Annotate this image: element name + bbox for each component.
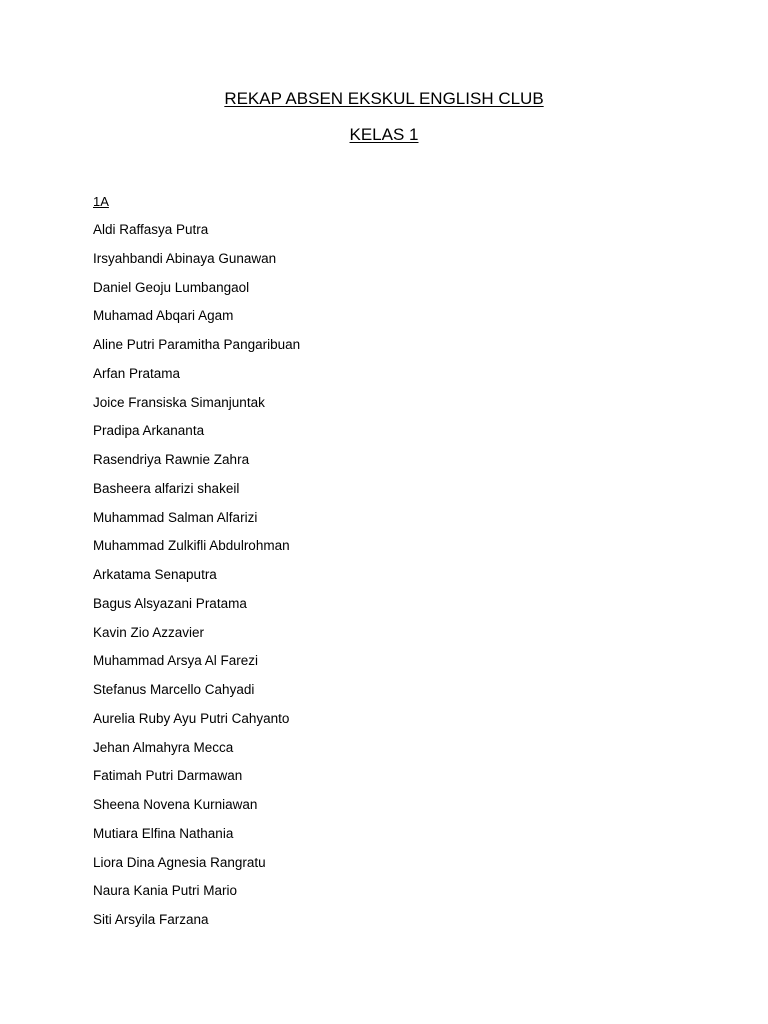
student-name: Mutiara Elfina Nathania bbox=[93, 825, 234, 841]
student-name: Jehan Almahyra Mecca bbox=[93, 739, 234, 755]
student-name: Rasendriya Rawnie Zahra bbox=[93, 452, 250, 467]
student-name: Naura Kania Putri Mario bbox=[93, 883, 238, 899]
student-name: Daniel Geoju Lumbangaol bbox=[93, 279, 250, 295]
class-label: 1A bbox=[93, 194, 109, 209]
student-name: Aline Putri Paramitha Pangaribuan bbox=[93, 337, 301, 352]
student-name: Muhamad Abqari Agam bbox=[93, 308, 234, 324]
page-title: REKAP ABSEN EKSKUL ENGLISH CLUB bbox=[224, 89, 544, 108]
student-name: Arkatama Senaputra bbox=[93, 567, 217, 582]
student-name: Sheena Novena Kurniawan bbox=[93, 797, 258, 812]
student-name: Irsyahbandi Abinaya Gunawan bbox=[93, 250, 277, 266]
student-name: Muhammad Zulkifli Abdulrohman bbox=[93, 538, 290, 554]
student-list bbox=[93, 222, 300, 941]
student-name: Muhammad Arsya Al Farezi bbox=[93, 653, 259, 669]
student-name: Stefanus Marcello Cahyadi bbox=[93, 682, 255, 697]
student-name: Aldi Raffasya Putra bbox=[93, 222, 209, 237]
student-name: Bagus Alsyazani Pratama bbox=[93, 595, 247, 611]
student-name: Fatimah Putri Darmawan bbox=[93, 768, 243, 784]
student-name: Basheera alfarizi shakeil bbox=[93, 480, 240, 496]
student-name: Arfan Pratama bbox=[93, 365, 181, 381]
student-name: Aurelia Ruby Ayu Putri Cahyanto bbox=[93, 710, 290, 726]
page-subtitle: KELAS 1 bbox=[349, 125, 419, 144]
student-name: Liora Dina Agnesia Rangratu bbox=[93, 854, 266, 870]
student-name: Siti Arsyila Farzana bbox=[93, 912, 209, 927]
student-name: Joice Fransiska Simanjuntak bbox=[93, 394, 265, 410]
student-name: Muhammad Salman Alfarizi bbox=[93, 509, 258, 525]
student-name: Pradipa Arkananta bbox=[93, 423, 205, 439]
student-name: Kavin Zio Azzavier bbox=[93, 624, 205, 640]
